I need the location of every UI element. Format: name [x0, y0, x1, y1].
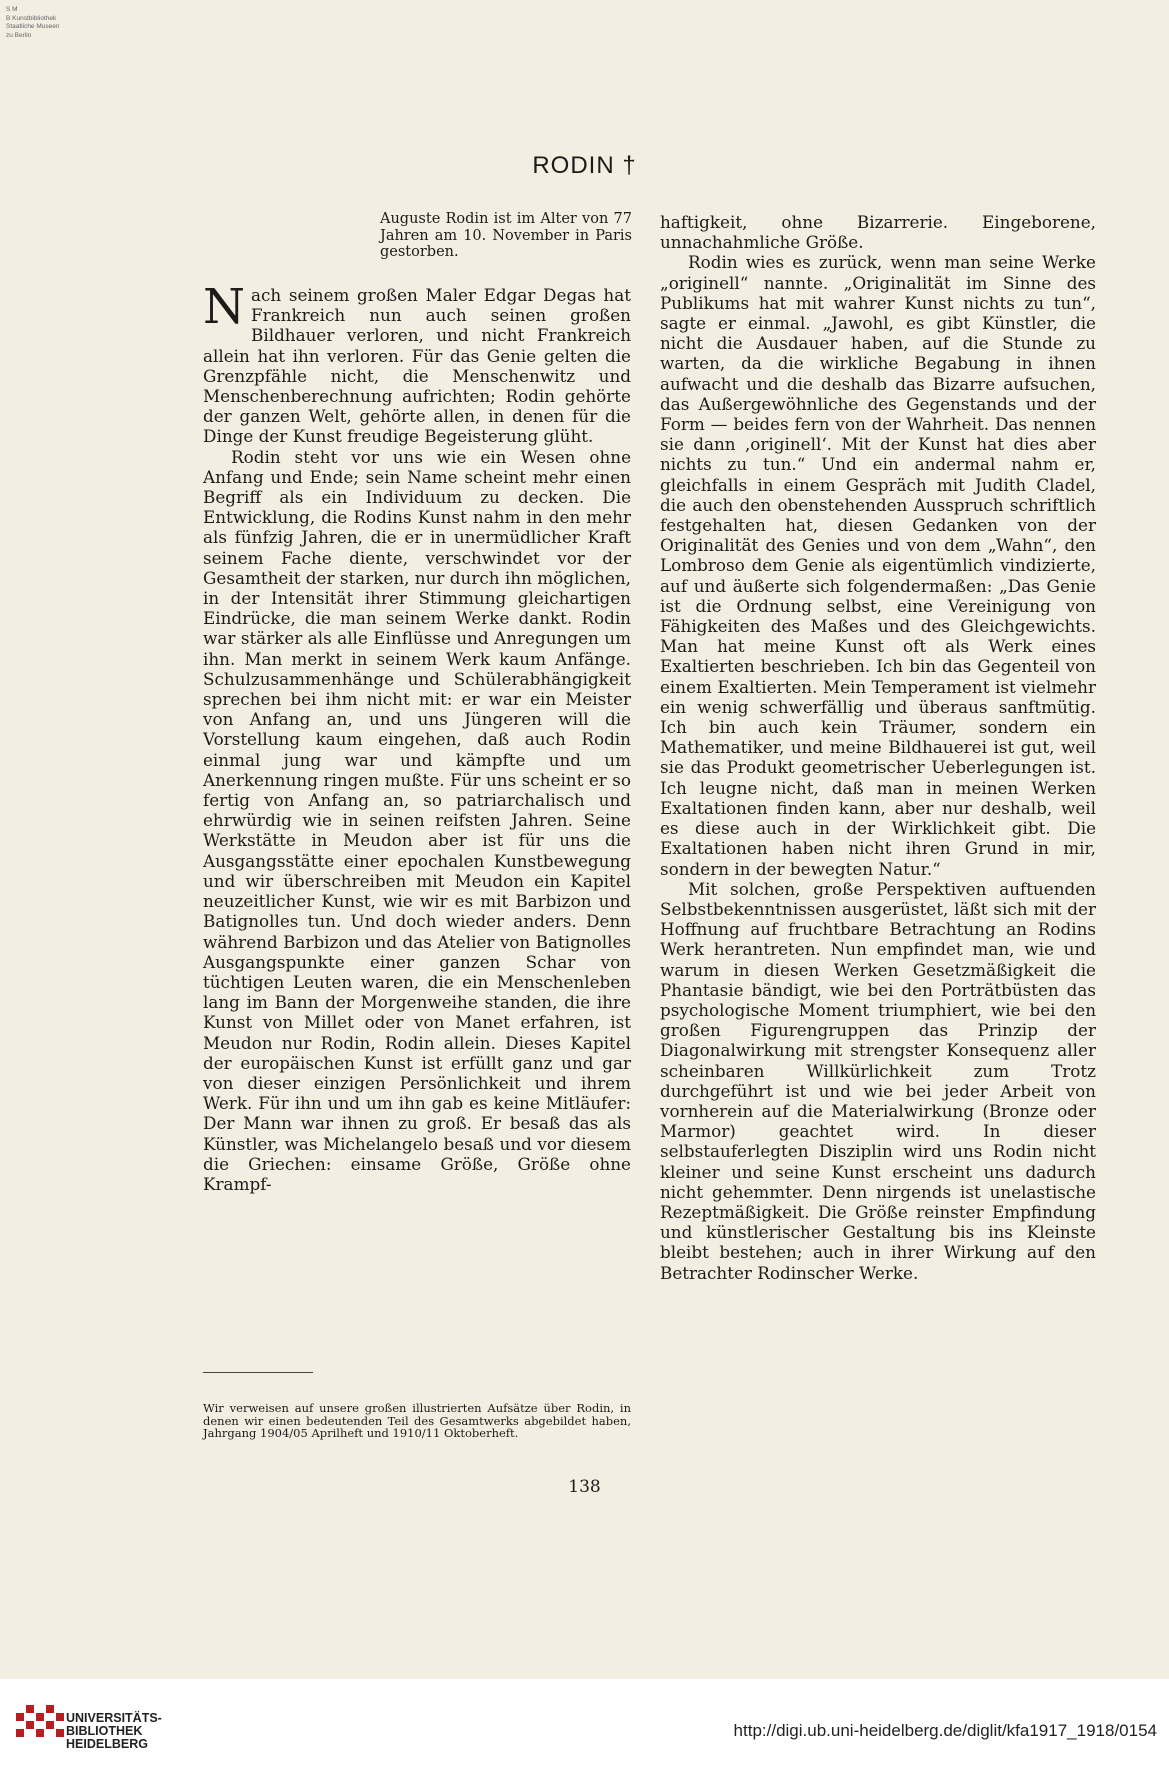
stamp-line: zu Berlin	[6, 31, 32, 39]
digitization-footer	[0, 1679, 1169, 1769]
stamp-line: B Kunstbibliothek	[6, 14, 57, 22]
stamp-line: S M	[6, 6, 18, 13]
article-title: RODIN †	[532, 152, 637, 179]
source-url[interactable]: http://digi.ub.uni-heidelberg.de/diglit/kfa1917_1918/0154	[733, 1721, 1157, 1740]
right-column	[660, 212, 1096, 1283]
paragraph-3: Rodin wies es zurück, wenn man seine Werke „originell“ nannte. „Originalität im Sinne des Publikums hat mit wahrer Kunst nichts zu tun“, sagte er einmal. „Jawohl, es gibt Künstler, die nicht die Ausdauer haben, auf die Stunde zu warten, da die wirkliche Begabung in ihnen aufwacht und die deshalb das Bizarre aufsuchen, das Außergewöhnliche des Gegenstands und der Form — beides fern von der Wahrheit. Das nennen sie dann ‚originell‘. Mit der Kunst hat dies aber nichts zu tun.“ Und ein andermal nahm er, gleichfalls in einem Gespräch mit Judith Cladel, die auch den obenstehenden Ausspruch schriftlich festgehalten hat, diesen Gedanken von der Originalität des Genies und von dem „Wahn“, den Lombroso dem Genie als eigentümlich vindizierte, auf und äußerte sich folgendermaßen: „Das Genie ist die Ordnung selbst, eine Vereinigung von Fähigkeiten des Maßes und des Gleichgewichts. Man hat meine Kunst oft als Werk eines Exaltierten beschrieben. Ich bin das Gegenteil von einem Exaltierten. Mein Temperament ist vielmehr ein wenig schwerfällig und überaus sanftmütig. Ich bin auch kein Träumer, sondern ein Mathematiker, und meine Bildhauerei ist gut, weil sie das Produkt geometrischer Ueberlegungen ist. Ich leugne nicht, daß man in meinen Werken Exaltationen finden kann, aber nur deshalb, weil es diese auch in der Wirklichkeit gibt. Die Exaltationen haben nicht ihren Grund in mir, sondern in der bewegten Natur.“	[660, 252, 1096, 879]
logo-text	[66, 1712, 162, 1751]
left-column	[203, 279, 631, 1194]
logo-line: UNIVERSITÄTS-	[66, 1711, 162, 1725]
paragraph-2: Rodin steht vor uns wie ein Wesen ohne Anfang und Ende; sein Name scheint mehr einen Begriff als ein Individuum zu decken. Die Entwicklung, die Rodins Kunst nahm in den mehr als fünfzig Jahren, die er in unermüdlicher Kraft seinem Fache diente, verschwindet vor der Gesamtheit der starken, nur durch ihn möglichen, in der Intensität ihrer Stimmung gleichartigen Eindrücke, die man seinem Werke dankt. Rodin war stärker als alle Einflüsse und Anregungen um ihn. Man merkt in seinem Werk kaum Anfänge. Schulzusammenhänge und Schülerabhängigkeit sprechen bei ihm nicht mit: er war ein Meister von Anfang an, und uns Jüngeren will die Vorstellung kaum eingehen, daß auch Rodin einmal jung war und kämpfte und um Anerkennung ringen mußte. Für uns scheint er so fertig von Anfang an, so patriarchalisch und ehrwürdig wie in seinen reifsten Jahren. Seine Werkstätte in Meudon aber ist für uns die Ausgangsstätte einer epochalen Kunstbewegung und wir überschreiben mit Meudon ein Kapitel neuzeitlicher Kunst, wie wir es mit Barbizon und Batignolles tun. Und doch wieder anders. Denn während Barbizon und das Atelier von Batignolles Ausgangspunkte einer ganzen Schar von tüchtigen Leuten waren, die ein Menschenleben lang im Bann der Morgenweihe standen, die ihre Kunst von Millet oder von Manet erfahren, ist Meudon nur Rodin, Rodin allein. Dieses Kapitel der europäischen Kunst ist erfüllt ganz und gar von dieser einzigen Persönlichkeit und ihrem Werk. Für ihn und um ihn gab es keine Mitläufer: Der Mann war ihnen zu groß. Er besaß das als Künstler, was Michelangelo besaß und vor diesem die Griechen: einsame Größe, Größe ohne Krampf-	[203, 446, 631, 1194]
paragraph-1	[203, 279, 631, 447]
page-number: 138	[568, 1477, 601, 1497]
logo-line: BIBLIOTHEK	[66, 1724, 143, 1738]
logo-line: HEIDELBERG	[66, 1737, 148, 1751]
footnote: Wir verweisen auf unsere großen illustrierten Aufsätze über Rodin, in denen wir einen bedeutenden Teil des Gesamtwerks abgebildet haben, Jahrgang 1904/05 Aprilheft und 1910/11 Oktoberheft.	[203, 1401, 631, 1440]
death-note: Auguste Rodin ist im Alter von 77 Jahren am 10. November in Paris gestorben.	[380, 211, 632, 260]
drop-cap: N	[203, 279, 245, 335]
paragraph-2-continued: haftigkeit, ohne Bizarrerie. Eingeborene, unnachahmliche Größe.	[660, 212, 1096, 253]
stamp-line: Staatliche Museen	[6, 23, 60, 30]
footnote-divider	[203, 1372, 313, 1373]
paragraph-4: Mit solchen, große Perspektiven auftuenden Selbstbekenntnissen ausgerüstet, läßt sich mit der Hoffnung auf fruchtbare Betrachtung an Rodins Werk herantreten. Nun empfindet man, wie und warum in diesen Werken Gesetzmäßigkeit die Phantasie bändigt, wie bei den Porträtbüsten das psychologische Moment triumphiert, wie bei den großen Figurengruppen das Prinzip der Diagonalwirkung mit strengster Konsequenz aller scheinbaren Willkürlichkeit zum Trotz durchgeführt ist und wie bei jeder Arbeit von vornherein auf die Materialwirkung (Bronze oder Marmor) geachtet wird. In dieser selbstauferlegten Disziplin wird uns Rodin nicht kleiner und seine Kunst erscheint uns dadurch nicht gehemmter. Denn nirgends ist unelastische Rezeptmäßigkeit. Die Größe reinster Empfindung und künstlerischer Gestaltung bis ins Kleinste bleibt bestehen; auch in ihrer Wirkung auf den Betrachter Rodinscher Werke.	[660, 878, 1096, 1283]
paragraph-1-text: ach seinem großen Maler Edgar Degas hat Frankreich nun auch seinen großen Bildhauer verloren, und nicht Frankreich allein hat ihn verloren. Für das Genie gelten die Grenzpfähle nicht, die Menschenwitz und Menschenberechnung aufrichten; Rodin gehörte der ganzen Welt, gehörte allen, in denen für die Dinge der Kunst freudige Begeisterung glüht.	[203, 285, 631, 447]
library-stamp	[6, 6, 70, 40]
